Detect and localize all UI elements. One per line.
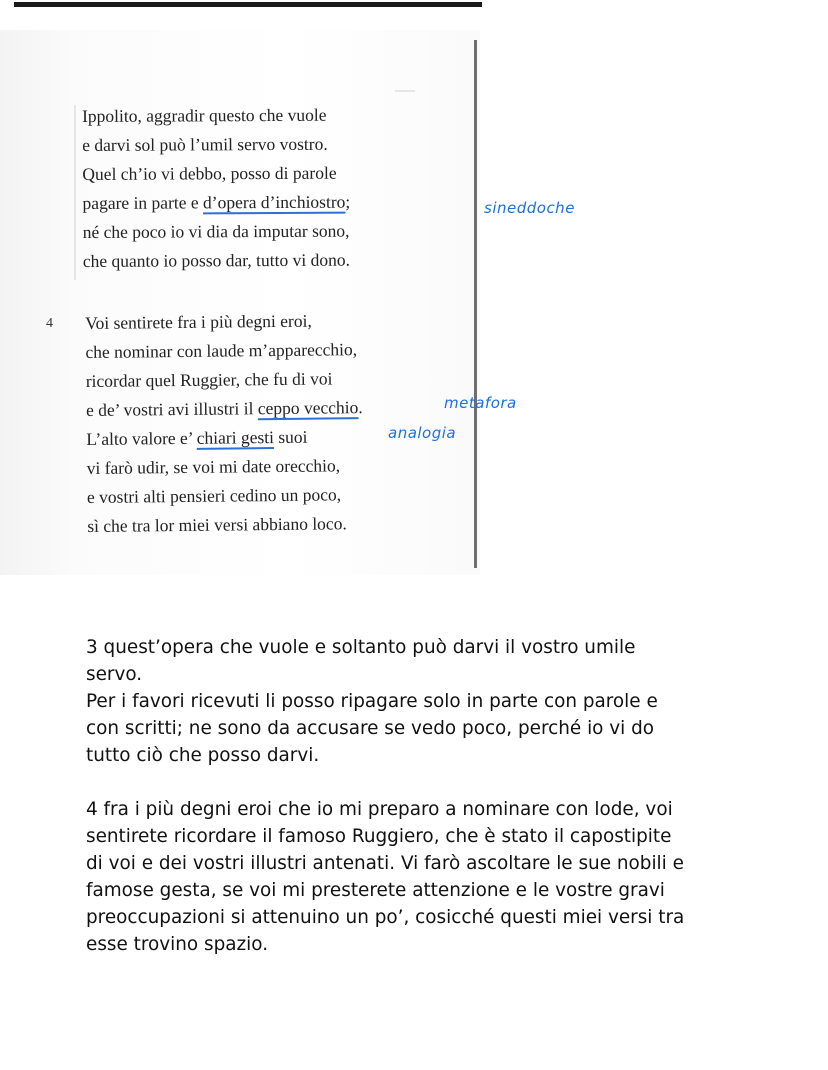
paraphrase-line: con scritti; ne sono da accusare se vedo poco, perché io vi do: [86, 718, 655, 739]
verse-line: sì che tra lor miei versi abbiano loco.: [87, 513, 347, 536]
annotation-sineddoche: sineddoche: [484, 199, 575, 217]
top-rule: [14, 2, 482, 7]
verse-line: Voi sentirete fra i più degni eroi,: [85, 310, 312, 333]
verse-line: ricordar quel Ruggier, che fu di voi: [85, 368, 333, 391]
left-margin-shadow: [74, 105, 76, 280]
paraphrase-line: 4 fra i più degni eroi che io mi preparo a nominare con lode, voi: [86, 799, 673, 820]
annotation-metafora: metafora: [444, 394, 517, 412]
stanza-3: [82, 101, 351, 276]
verse-line: né che poco io vi dia da imputar sono,: [82, 220, 350, 242]
paraphrase-line: 3 quest’opera che vuole e soltanto può darvi il vostro umile: [86, 637, 636, 658]
paraphrase-text: [86, 634, 776, 958]
stanza-4: [85, 306, 364, 541]
paraphrase-line: servo.: [86, 664, 143, 685]
paraphrase-line: di voi e dei vostri illustri antenati. Vi farò ascoltare le sue nobili e: [86, 853, 684, 874]
verse-line: pagare in parte e d’opera d’inchiostro;: [82, 191, 351, 213]
verse-line: Ippolito, aggradir questo che vuole: [82, 104, 327, 126]
annotation-analogia: analogia: [388, 424, 457, 442]
verse-line: vi farò udir, se voi mi date orecchio,: [86, 455, 341, 478]
verse-line: che nominar con laude m’apparecchio,: [85, 339, 358, 362]
verse-line: L’alto valore e’ chiari gesti suoi: [86, 426, 308, 449]
underlined-phrase: ceppo vecchio: [257, 397, 359, 419]
paraphrase-line: sentirete ricordare il famoso Ruggiero, che è stato il capostipite: [86, 826, 672, 847]
paraphrase-line: tutto ciò che posso darvi.: [86, 745, 320, 766]
paraphrase-line: famose gesta, se voi mi presterete attenzione e le vostre gravi: [86, 880, 665, 901]
verse-line: e de’ vostri avi illustri il ceppo vecchio.: [85, 397, 363, 420]
verse-line: Quel ch’io vi debbo, posso di parole: [82, 162, 337, 184]
paraphrase-line: esse trovino spazio.: [86, 934, 269, 955]
underlined-phrase: d’opera d’inchiostro: [202, 191, 346, 213]
verse-line: e darvi sol può l’umil servo vostro.: [82, 133, 328, 155]
paraphrase-line: preoccupazioni si attenuino un po’, cosicché questi miei versi tra: [86, 907, 685, 928]
underlined-phrase: chiari gesti: [196, 427, 275, 448]
scan-divider: [474, 40, 477, 568]
scan-mark: [395, 90, 415, 92]
verse-line: e vostri alti pensieri cedino un poco,: [86, 484, 342, 507]
stanza-number: 4: [46, 316, 53, 331]
paraphrase-line: Per i favori ricevuti li posso ripagare solo in parte con parole e: [86, 691, 658, 712]
verse-line: che quanto io posso dar, tutto vi dono.: [82, 249, 351, 271]
